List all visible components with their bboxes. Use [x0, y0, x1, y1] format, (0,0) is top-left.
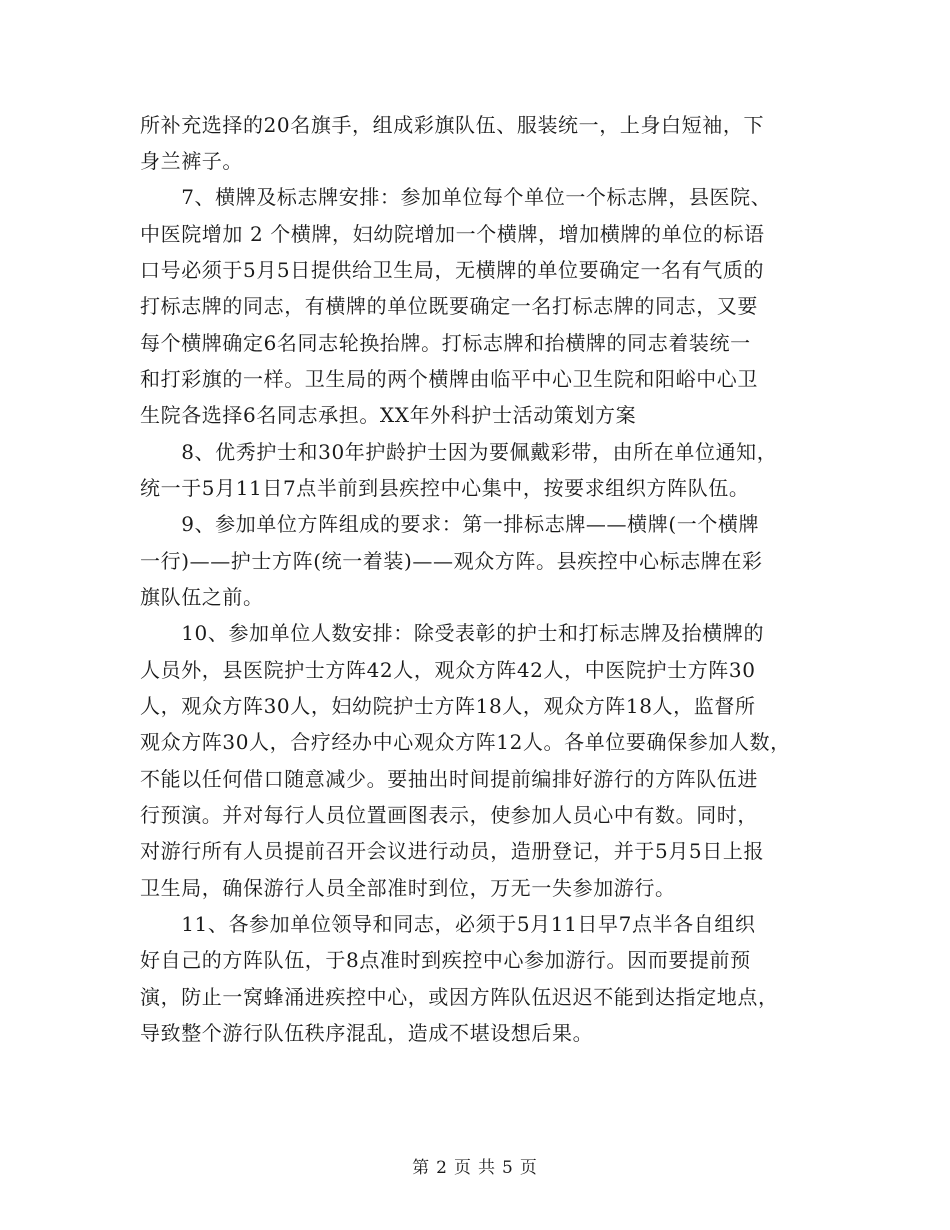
text-line: 口号必须于5月5日提供给卫生局，无横牌的单位要确定一名有气质的 — [140, 258, 765, 282]
page-label-mid: 页 — [454, 1158, 472, 1178]
page-label-suffix: 页 — [519, 1158, 538, 1178]
total-label: 共 — [478, 1158, 496, 1178]
text-line: 一行)——护士方阵(统一着装)——观众方阵。县疾控中心标志牌在彩 — [140, 549, 763, 573]
text-line: 10、参加单位人数安排：除受表彰的护士和打标志牌及抬横牌的 — [140, 621, 765, 645]
text-line: 行预演。并对每行人员位置画图表示，使参加人员心中有数。同时， — [140, 803, 758, 827]
text-line: 生院各选择6名同志承担。XX年外科护士活动策划方案 — [140, 403, 637, 427]
text-line: 人，观众方阵30人，妇幼院护士方阵18人，观众方阵18人，监督所 — [140, 694, 756, 718]
page-label-prefix: 第 — [412, 1158, 431, 1178]
current-page-number: 2 — [436, 1158, 448, 1178]
text-line: 对游行所有人员提前召开会议进行动员，造册登记，并于5月5日上报 — [140, 839, 765, 863]
text-line: 身兰裤子。 — [140, 149, 243, 173]
total-pages-number: 5 — [502, 1158, 514, 1178]
text-line: 中医院增加 2 个横牌，妇幼院增加一个横牌，增加横牌的单位的标语 — [140, 222, 765, 246]
text-line: 11、各参加单位领导和同志，必须于5月11日早7点半各自组织 — [140, 912, 756, 936]
text-line: 每个横牌确定6名同志轮换抬牌。打标志牌和抬横牌的同志着装统一 — [140, 331, 751, 355]
text-line: 所补充选择的20名旗手，组成彩旗队伍、服装统一，上身白短袖，下 — [140, 113, 765, 137]
text-line: 人员外，县医院护士方阵42人，观众方阵42人，中医院护士方阵30 — [140, 658, 756, 682]
text-line: 观众方阵30人，合疗经办中心观众方阵12人。各单位要确保参加人数， — [140, 730, 791, 754]
text-line: 打标志牌的同志，有横牌的单位既要确定一名打标志牌的同志，又要 — [140, 294, 758, 318]
text-line: 卫生局，确保游行人员全部准时到位，万无一失参加游行。 — [140, 876, 676, 900]
text-line: 好自己的方阵队伍，于8点准时到疾控中心参加游行。因而要提前预 — [140, 948, 751, 972]
text-line: 旗队伍之前。 — [140, 585, 264, 609]
text-line: 统一于5月11日7点半前到县疾控中心集中，按要求组织方阵队伍。 — [140, 476, 750, 500]
text-line: 9、参加单位方阵组成的要求：第一排标志牌——横牌(一个横牌 — [140, 512, 760, 536]
text-line: 和打彩旗的一样。卫生局的两个横牌由临平中心卫生院和阳峪中心卫 — [140, 367, 758, 391]
text-line: 7、横牌及标志牌安排：参加单位每个单位一个标志牌，县医院、 — [140, 185, 772, 209]
text-line: 演，防止一窝蜂涌进疾控中心，或因方阵队伍迟迟不能到达指定地点， — [140, 985, 779, 1009]
text-line: 8、优秀护士和30年护龄护士因为要佩戴彩带，由所在单位通知， — [140, 440, 778, 464]
page-footer — [0, 1153, 950, 1178]
text-line: 不能以任何借口随意减少。要抽出时间提前编排好游行的方阵队伍进 — [140, 767, 758, 791]
text-line: 导致整个游行队伍秩序混乱，造成不堪设想后果。 — [140, 1021, 594, 1045]
